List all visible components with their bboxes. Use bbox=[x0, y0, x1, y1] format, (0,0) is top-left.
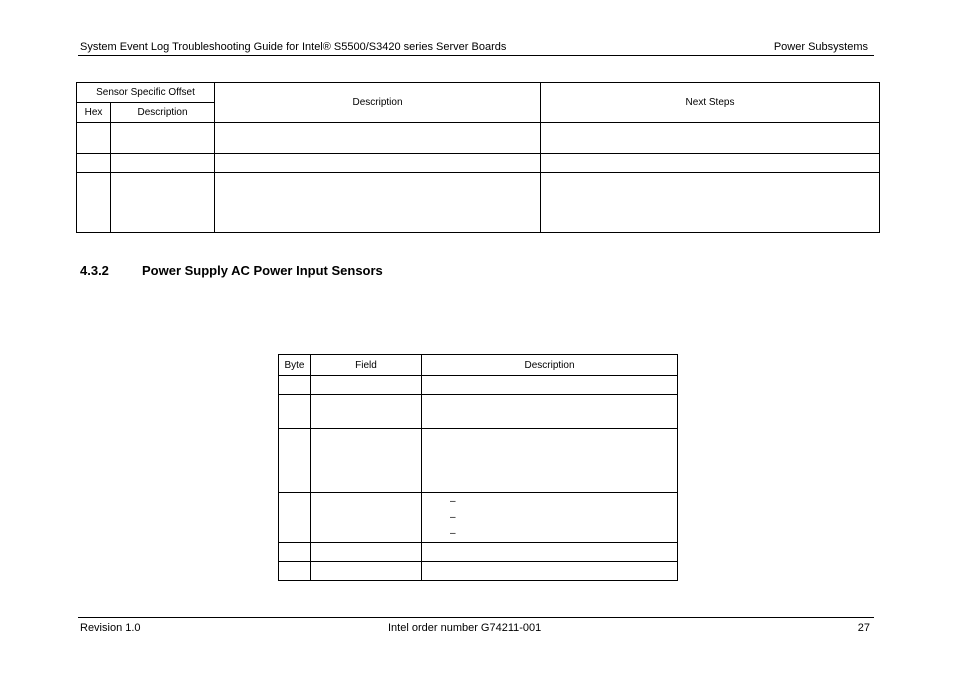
header-doc-title: System Event Log Troubleshooting Guide for Intel® S5500/S3420 series Server Boards bbox=[80, 41, 507, 53]
event-field-table bbox=[278, 354, 678, 581]
table-row bbox=[279, 493, 678, 543]
col-header-field: Field bbox=[311, 355, 422, 376]
table-row bbox=[279, 429, 678, 493]
sensor-offset-table bbox=[76, 82, 880, 233]
table-row bbox=[279, 376, 678, 395]
header-section-name: Power Subsystems bbox=[773, 41, 868, 53]
table-row bbox=[77, 154, 880, 173]
col-header-byte: Byte bbox=[279, 355, 311, 376]
table-row bbox=[279, 395, 678, 429]
table-row bbox=[279, 543, 678, 562]
footer-divider bbox=[78, 617, 874, 618]
dash-item: – bbox=[450, 511, 456, 523]
col-header-sensor-specific-offset: Sensor Specific Offset bbox=[77, 83, 215, 103]
footer-revision: Revision 1.0 bbox=[80, 622, 141, 634]
footer-page-number: 27 bbox=[857, 622, 870, 634]
dash-item: – bbox=[450, 527, 456, 539]
header-divider bbox=[78, 55, 874, 56]
footer-order-number: Intel order number G74211-001 bbox=[388, 622, 542, 634]
dash-list bbox=[422, 493, 678, 543]
dash-item: – bbox=[450, 495, 456, 507]
col-header-description: Description bbox=[215, 83, 541, 123]
section-heading bbox=[80, 263, 383, 278]
section-title: Power Supply AC Power Input Sensors bbox=[142, 263, 383, 278]
section-number: 4.3.2 bbox=[80, 263, 109, 278]
col-header-offset-description: Description bbox=[111, 103, 215, 123]
col-header-next-steps: Next Steps bbox=[541, 83, 880, 123]
col-header-description: Description bbox=[422, 355, 678, 376]
table-row bbox=[279, 562, 678, 581]
table-row bbox=[77, 173, 880, 233]
table-row bbox=[77, 123, 880, 154]
col-header-hex: Hex bbox=[77, 103, 111, 123]
